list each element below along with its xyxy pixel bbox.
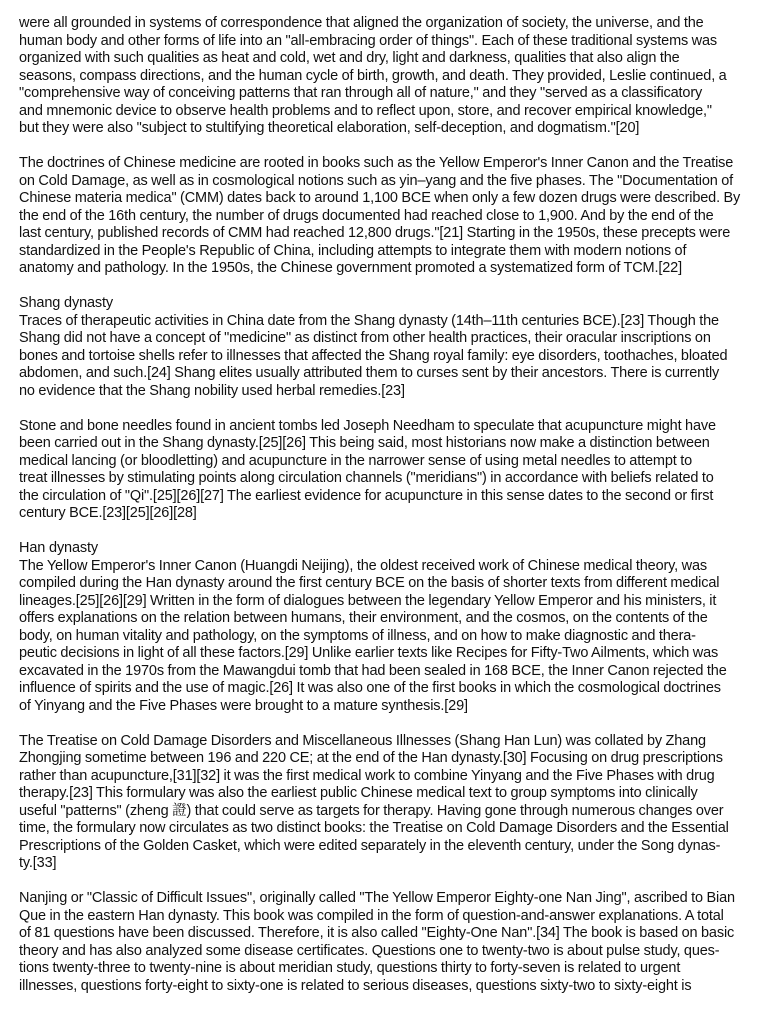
text-line: Traces of therapeutic activities in China date from the Shang dynasty (14th–11th centuries BCE).[23] Though the xyxy=(19,312,719,329)
text-line: The doctrines of Chinese medicine are rooted in books such as the Yellow Emperor's Inner Canon and the Treatise xyxy=(19,155,734,171)
text-line: compiled during the Han dynasty around the first century BCE on the basis of shorter texts from different medical xyxy=(19,575,720,591)
document-page xyxy=(19,15,753,1013)
text-line: abdomen, and such.[24] Shang elites usually attributed them to curses sent by their ancestors. There is currently xyxy=(19,365,720,381)
text-line: of 81 questions have been discussed. Therefore, it is also called "Eighty-One Nan".[34] The book is based on basic xyxy=(19,925,735,941)
text-line: The Yellow Emperor's Inner Canon (Huangdi Neijing), the oldest received work of Chinese medical theory, was xyxy=(19,557,707,574)
text-line: Zhongjing sometime between 196 and 220 CE; at the end of the Han dynasty.[30] Focusing on drug prescriptions xyxy=(19,750,723,766)
text-line: peutic decisions in light of all these factors.[29] Unlike earlier texts like Recipes for Fifty-Two Ailments, which was xyxy=(19,645,719,661)
text-line: seasons, compass directions, and the human cycle of birth, growth, and death. They provided, Leslie continued, a xyxy=(19,67,727,84)
text-line: The Treatise on Cold Damage Disorders and Miscellaneous Illnesses (Shang Han Lun) was collated by Zhang xyxy=(19,732,706,749)
section-heading-han: Han dynasty xyxy=(19,540,98,556)
text-line: rather than acupuncture,[31][32] it was the first medical work to combine Yinyang and the Five Phases with drug xyxy=(19,767,715,784)
text-line: and mnemonic device to observe health problems and to reflect upon, store, and recover empirical knowledge," xyxy=(19,102,712,119)
text-line: been carried out in the Shang dynasty.[25][26] This being said, most historians now make a distinction between xyxy=(19,435,710,451)
text-line: useful "patterns" (zheng 證) that could serve as targets for therapy. Having gone through numerous changes over xyxy=(19,802,724,819)
text-line: were all grounded in systems of correspondence that aligned the organization of society, the universe, and the xyxy=(19,15,704,31)
text-line: bones and tortoise shells refer to illnesses that affected the Shang royal family: eye disorders, toothaches, bloated xyxy=(19,347,728,364)
text-line: lineages.[25][26][29] Written in the form of dialogues between the legendary Yellow Emperor and his ministers, it xyxy=(19,592,717,609)
text-line: but they were also "subject to stultifying theoretical elaboration, self-deception, and dogmatism."[20] xyxy=(19,120,640,136)
text-line: century BCE.[23][25][26][28] xyxy=(19,505,197,521)
han-paragraph-inner-canon xyxy=(19,558,753,716)
text-line: of Yinyang and the Five Phases were brought to a mature synthesis.[29] xyxy=(19,697,468,714)
shang-paragraph-needles xyxy=(19,418,753,523)
han-paragraph-cold-damage xyxy=(19,733,753,873)
text-line: Shang did not have a concept of "medicine" as distinct from other health practices, their oracular inscriptions on xyxy=(19,330,711,346)
text-line: Que in the eastern Han dynasty. This book was compiled in the form of question-and-answer explanations. A total xyxy=(19,907,724,924)
text-line: offers explanations on the relation between humans, their environment, and the cosmos, on the contents of the xyxy=(19,610,708,626)
text-line: illnesses, questions forty-eight to sixty-one is related to serious diseases, questions sixty-two to sixty-eight is xyxy=(19,977,692,994)
shang-paragraph-oracle xyxy=(19,313,753,401)
text-line: no evidence that the Shang nobility used herbal remedies.[23] xyxy=(19,382,405,399)
shang-dynasty-section xyxy=(19,295,753,523)
han-dynasty-section xyxy=(19,540,753,995)
text-line: influence of spirits and the use of magic.[26] It was also one of the first books in which the cosmological doctrines xyxy=(19,680,721,696)
text-line: body, on human vitality and pathology, on the symptoms of illness, and on how to make diagnostic and thera- xyxy=(19,627,696,644)
text-line: therapy.[23] This formulary was also the earliest public Chinese medical text to group symptoms into clinically xyxy=(19,785,698,801)
doctrines-paragraph xyxy=(19,155,753,278)
text-line: "comprehensive way of conceiving patterns that ran through all of nature," and they "served as a classificatory xyxy=(19,85,703,101)
text-line: Stone and bone needles found in ancient tombs led Joseph Needham to speculate that acupuncture might have xyxy=(19,417,716,434)
text-line: Nanjing or "Classic of Difficult Issues", originally called "The Yellow Emperor Eighty-one Nan Jing", ascribed to Bian xyxy=(19,890,735,906)
text-line: medical lancing (or bloodletting) and acupuncture in the narrower sense of using metal needles to attempt to xyxy=(19,452,692,469)
text-line: tions twenty-three to twenty-nine is about meridian study, questions thirty to forty-seven is related to urgent xyxy=(19,960,681,976)
text-line: ty.[33] xyxy=(19,855,57,871)
text-line: the circulation of "Qi".[25][26][27] The earliest evidence for acupuncture in this sense dates to the second or first xyxy=(19,487,714,504)
section-heading-shang: Shang dynasty xyxy=(19,295,113,311)
text-line: human body and other forms of life into an "all-embracing order of things". Each of these traditional systems was xyxy=(19,32,718,49)
text-line: anatomy and pathology. In the 1950s, the Chinese government promoted a systematized form of TCM.[22] xyxy=(19,260,682,276)
intro-paragraph xyxy=(19,15,753,138)
text-line: time, the formulary now circulates as two distinct books: the Treatise on Cold Damage Disorders and the Essential xyxy=(19,820,729,836)
text-line: theory and has also analyzed some disease certificates. Questions one to twenty-two is about pulse study, ques- xyxy=(19,942,720,959)
text-line: treat illnesses by stimulating points along circulation channels ("meridians") in accordance with beliefs related to xyxy=(19,470,714,486)
text-line: excavated in the 1970s from the Mawangdui tomb that had been sealed in 168 BCE, the Inner Canon rejected the xyxy=(19,662,727,679)
text-line: Chinese materia medica" (CMM) dates back to around 1,100 BCE when only a few dozen drugs were described. By xyxy=(19,190,741,206)
text-line: organized with such qualities as heat and cold, wet and dry, light and darkness, qualities that also align the xyxy=(19,50,680,66)
text-line: last century, published records of CMM had reached 12,800 drugs."[21] Starting in the 1950s, these precepts were xyxy=(19,225,731,241)
text-line: standardized in the People's Republic of China, including attempts to integrate them with modern notions of xyxy=(19,242,687,259)
han-paragraph-nanjing xyxy=(19,890,753,995)
text-line: the end of the 16th century, the number of drugs documented had reached close to 1,900. And by the end of the xyxy=(19,207,714,224)
text-line: Prescriptions of the Golden Casket, which were edited separately in the eleventh century, under the Song dynas- xyxy=(19,837,721,854)
text-line: on Cold Damage, as well as in cosmological notions such as yin–yang and the five phases. The "Documentation of xyxy=(19,172,734,189)
